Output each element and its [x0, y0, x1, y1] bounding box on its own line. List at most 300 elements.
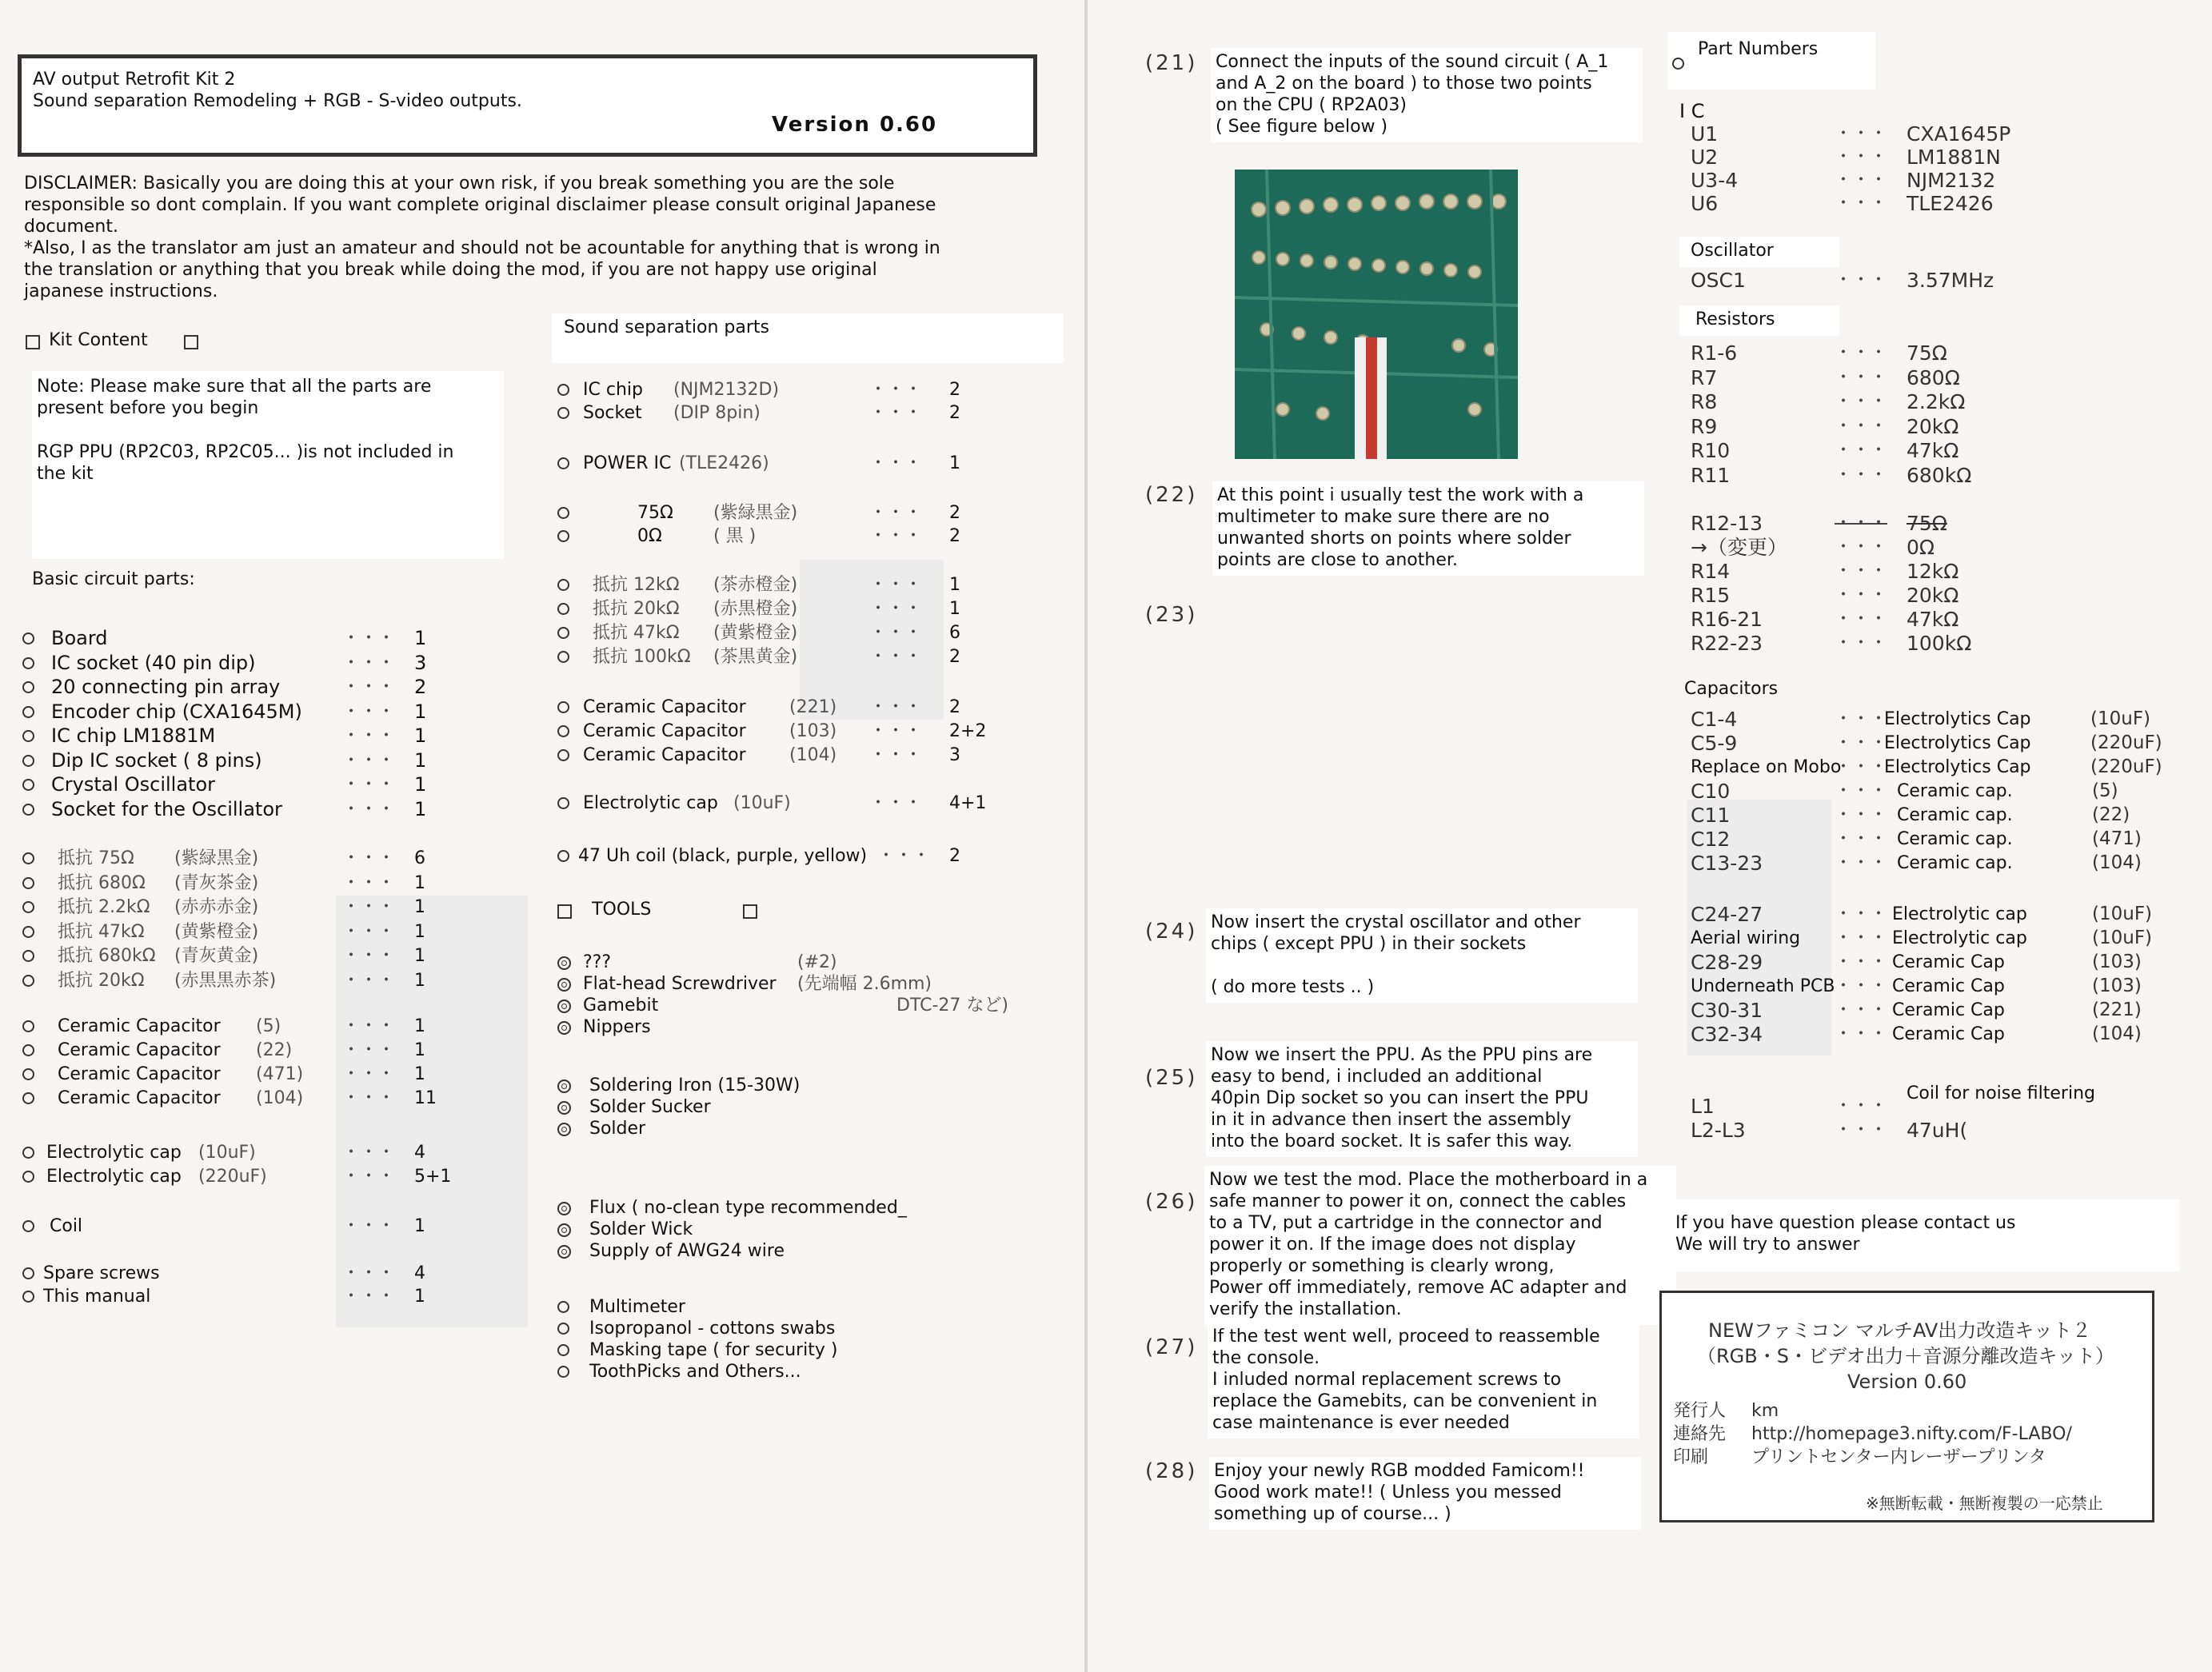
- part-code: (#2): [797, 952, 837, 972]
- part-number-row: [1691, 193, 2090, 216]
- dots-separator: ・・・: [869, 453, 923, 473]
- part-name: This manual: [43, 1287, 151, 1307]
- part-qty: 4: [414, 1143, 425, 1163]
- part-row: [22, 626, 438, 651]
- dots-separator: ・・・: [869, 526, 923, 546]
- dots-separator: ・・・: [1835, 1000, 1888, 1020]
- part-ref: Aerial wiring: [1691, 928, 1801, 948]
- part-value: (5): [2092, 780, 2118, 801]
- part-value: 20kΩ: [1907, 584, 1959, 607]
- part-row: [22, 797, 438, 822]
- disclaimer-line: responsible so dont complain. If you want complete original disclaimer please consult original Japanese: [24, 195, 936, 215]
- info-title-2: （RGB・S・ビデオ出力＋音源分離改造キット）: [1697, 1345, 2115, 1367]
- part-row: [557, 950, 1053, 972]
- part-name: 抵抗 75Ω: [58, 848, 134, 868]
- part-name: POWER IC: [583, 453, 672, 473]
- part-name: Ceramic Capacitor: [583, 721, 746, 741]
- dots-separator: ・・・: [1835, 270, 1888, 290]
- dots-separator: ・・・: [1835, 1120, 1888, 1140]
- step-line: something up of course... ): [1214, 1504, 1451, 1524]
- part-value: 100kΩ: [1907, 632, 1972, 655]
- dots-separator: ・・・: [869, 623, 923, 643]
- part-code: (黄紫橙金): [713, 623, 798, 643]
- info-footer: ※無断転載・無断複製の一応禁止: [1866, 1494, 2103, 1513]
- kit-note: [32, 371, 504, 559]
- part-row: [22, 724, 438, 748]
- bullet-icon: [22, 755, 34, 767]
- part-ref: U6: [1691, 192, 1719, 215]
- dots-separator: ・・・: [1835, 147, 1888, 167]
- part-ref: Underneath PCB: [1691, 976, 1835, 996]
- part-name: Electrolytic cap: [46, 1167, 182, 1187]
- part-row: [557, 695, 1005, 719]
- part-numbers-title-bg: [1667, 32, 1875, 90]
- info-title-1: NEWファミコン マルチAV出力改造キット２: [1708, 1319, 2091, 1342]
- info-key: 連絡先: [1673, 1424, 1727, 1444]
- part-row: [22, 1284, 438, 1307]
- step-line: power it on. If the image does not display: [1209, 1235, 1576, 1255]
- part-qty: 3: [949, 745, 960, 765]
- note-line: Note: Please make sure that all the parts are: [37, 377, 432, 397]
- dots-separator: ・・・: [342, 799, 396, 820]
- bullet-icon: [557, 725, 569, 737]
- checkbox-icon: [26, 335, 40, 349]
- bullet-icon: [557, 1344, 569, 1356]
- dots-separator: ・・・: [342, 775, 396, 795]
- part-qty: 1: [414, 724, 427, 747]
- part-name: Solder: [589, 1119, 646, 1139]
- part-type: Electrolytics Cap: [1884, 757, 2031, 777]
- dots-separator: ・・・: [1835, 537, 1888, 557]
- part-type: Electrolytics Cap: [1884, 709, 2031, 729]
- step-line: the console.: [1212, 1348, 1320, 1368]
- part-name: IC chip LM1881M: [51, 724, 216, 747]
- disclaimer-line: the translation or anything that you break while doing the mod, if you are not happy use original: [24, 260, 877, 280]
- part-name: 20 connecting pin array: [51, 676, 281, 698]
- bullet-icon: [22, 804, 34, 816]
- step-line: to a TV, put a cartridge in the connector and: [1209, 1213, 1603, 1233]
- part-name: Flat-head Screwdriver: [583, 974, 777, 994]
- part-ref: U3-4: [1691, 169, 1739, 192]
- part-number-row: [1691, 976, 2142, 1000]
- disclaimer-line: DISCLAIMER: Basically you are doing this at your own risk, if you break something you are the sole: [24, 174, 895, 194]
- part-ref: Replace on Mobo: [1691, 757, 1842, 777]
- bullet-icon: [557, 1245, 571, 1259]
- dots-separator: ・・・: [877, 846, 931, 866]
- part-qty: 4+1: [949, 793, 987, 813]
- bullet-icon: [557, 701, 569, 713]
- res-title-bg: [1679, 305, 1839, 336]
- part-row: [557, 621, 1005, 644]
- part-ref: C11: [1691, 804, 1731, 827]
- part-name: Board: [51, 627, 108, 649]
- part-row: [557, 844, 1005, 868]
- part-row: [557, 972, 1053, 993]
- part-ref: U2: [1691, 146, 1719, 169]
- bullet-icon: [557, 579, 569, 591]
- step-line: into the board socket. It is safer this way.: [1211, 1131, 1573, 1151]
- pcb-image: [1235, 170, 1518, 459]
- part-value: (220uF): [2090, 732, 2162, 753]
- dots-separator: ・・・: [342, 1040, 396, 1060]
- part-type: Electrolytic cap: [1892, 928, 2027, 948]
- part-ref: C24-27: [1691, 903, 1763, 926]
- bullet-icon: [22, 681, 34, 693]
- part-name: 抵抗 100kΩ: [593, 647, 691, 667]
- part-code: (103): [789, 721, 837, 741]
- part-qty: 1: [414, 700, 427, 723]
- part-type: Ceramic cap.: [1897, 829, 2013, 849]
- dots-separator: ・・・: [1835, 609, 1888, 629]
- part-type: Ceramic Cap: [1892, 976, 2005, 996]
- part-ref: C12: [1691, 828, 1731, 851]
- part-row: [557, 1359, 1053, 1381]
- dots-separator: ・・・: [342, 1263, 396, 1283]
- part-qty: 1: [414, 946, 425, 966]
- step-text: [1206, 1041, 1638, 1157]
- bullet-icon: [22, 877, 34, 889]
- part-number-row: [1691, 367, 2090, 392]
- dots-separator: ・・・: [1835, 1024, 1888, 1044]
- part-qty: 1: [414, 970, 425, 991]
- dots-separator: ・・・: [1835, 781, 1888, 801]
- part-row: [22, 1261, 438, 1284]
- dots-separator: ・・・: [342, 970, 396, 991]
- part-name: Ceramic Capacitor: [58, 1016, 221, 1036]
- part-ref: C32-34: [1691, 1023, 1763, 1046]
- step-number: (21): [1145, 51, 1198, 75]
- bullet-icon: [22, 1147, 34, 1159]
- title-box: [18, 54, 1037, 157]
- part-code: (赤赤赤金): [174, 897, 259, 917]
- part-ref: R9: [1691, 414, 1718, 438]
- basic-parts-title: Basic circuit parts:: [32, 569, 195, 589]
- part-ref: R8: [1691, 390, 1718, 413]
- part-value: CXA1645P: [1907, 122, 2011, 146]
- part-qty: 1: [414, 1016, 425, 1036]
- part-value: TLE2426: [1907, 192, 1994, 215]
- part-row: [22, 944, 438, 968]
- dots-separator: ・・・: [1835, 829, 1888, 849]
- dots-separator: ・・・: [342, 701, 396, 722]
- part-ref: R16-21: [1691, 608, 1763, 631]
- part-ref: C13-23: [1691, 852, 1763, 875]
- part-number-row: [1691, 269, 2090, 293]
- part-code: (5): [256, 1016, 281, 1036]
- part-code: (DIP 8pin): [673, 403, 761, 423]
- step-line: multimeter to make sure there are no: [1217, 507, 1550, 527]
- part-qty: 1: [949, 575, 960, 595]
- note-line: the kit: [37, 464, 94, 484]
- bullet-icon: [557, 1202, 571, 1215]
- dots-separator: ・・・: [1835, 709, 1888, 729]
- part-value: 2.2kΩ: [1907, 390, 1966, 413]
- part-qty: 6: [949, 623, 960, 643]
- part-value: (104): [2092, 852, 2142, 873]
- part-value: NJM2132: [1907, 169, 1996, 192]
- part-qty: 1: [414, 1216, 425, 1236]
- dots-separator: ・・・: [1835, 853, 1888, 873]
- part-type: Ceramic Cap: [1892, 952, 2005, 972]
- dots-separator: ・・・: [1835, 633, 1888, 653]
- bullet-icon: [557, 1101, 571, 1115]
- step-line: verify the installation.: [1209, 1299, 1402, 1319]
- pcb-photo: [1235, 170, 1518, 459]
- ic-title: I C: [1679, 100, 1705, 122]
- step-line: Enjoy your newly RGB modded Famicom!!: [1214, 1461, 1585, 1481]
- part-value: LM1881N: [1907, 146, 2001, 169]
- dots-separator: ・・・: [342, 677, 396, 697]
- part-name: 47 Uh coil (black, purple, yellow): [578, 846, 868, 866]
- part-ref: R1-6: [1691, 341, 1738, 365]
- sound-title: Sound separation parts: [564, 317, 769, 337]
- part-code: (104): [256, 1088, 304, 1108]
- part-value: 20kΩ: [1907, 414, 1959, 438]
- dots-separator: ・・・: [1835, 392, 1888, 412]
- part-row: [557, 1095, 1053, 1116]
- bullet-icon: [22, 1267, 34, 1279]
- tools-title: TOOLS: [592, 900, 652, 920]
- checkbox-icon: [743, 904, 757, 919]
- part-name: ToothPicks and Others...: [589, 1362, 801, 1382]
- step-line: Connect the inputs of the sound circuit ( A_1: [1216, 52, 1609, 72]
- part-row: [22, 968, 438, 993]
- part-number-row: [1691, 465, 2090, 489]
- part-row: [557, 1316, 1053, 1338]
- part-qty: 1: [949, 453, 960, 473]
- bullet-icon: [557, 603, 569, 615]
- part-number-row: [1691, 999, 2142, 1024]
- dots-separator: ・・・: [342, 750, 396, 771]
- part-row: [22, 846, 438, 871]
- step-text: [1204, 1166, 1676, 1325]
- bullet-icon: [557, 850, 569, 862]
- part-name: 抵抗 20kΩ: [58, 970, 145, 991]
- dots-separator: ・・・: [1835, 805, 1888, 825]
- contact-line: We will try to answer: [1675, 1235, 1860, 1255]
- bullet-icon: [1672, 58, 1684, 70]
- part-name: 抵抗 47kΩ: [58, 921, 145, 942]
- part-row: [557, 791, 1005, 816]
- part-number-row: [1691, 852, 2142, 876]
- part-row: [22, 895, 438, 920]
- dots-separator: ・・・: [342, 1088, 396, 1108]
- part-row: [557, 1073, 1053, 1095]
- step-line: unwanted shorts on points where solder: [1217, 529, 1571, 549]
- part-number-row: [1691, 391, 2090, 416]
- part-row: [22, 651, 438, 676]
- part-code: (先端幅 2.6mm): [797, 974, 932, 994]
- part-name: Encoder chip (CXA1645M): [51, 700, 302, 723]
- step-line: easy to bend, i included an additional: [1211, 1067, 1543, 1087]
- dots-separator: ・・・: [869, 745, 923, 765]
- bullet-icon: [557, 956, 571, 970]
- step-line: ( See figure below ): [1216, 117, 1388, 137]
- step-line: Power off immediately, remove AC adapter and: [1209, 1278, 1627, 1298]
- bullet-icon: [22, 852, 34, 864]
- contact-box: [1667, 1199, 2179, 1271]
- dots-separator: ・・・: [342, 1216, 396, 1236]
- part-number-row: [1691, 632, 2090, 656]
- part-number-row: [1691, 1083, 2138, 1119]
- part-name: Ceramic Capacitor: [583, 745, 746, 765]
- part-row: [557, 993, 1053, 1015]
- part-code: (茶赤橙金): [713, 575, 798, 595]
- part-row: [22, 1086, 438, 1110]
- kit-title: Kit Content: [49, 330, 148, 350]
- checkbox-icon: [184, 335, 198, 349]
- part-qty: 11: [414, 1088, 437, 1108]
- part-type: Ceramic Cap: [1892, 1000, 2005, 1020]
- disclaimer: [24, 173, 940, 302]
- bullet-icon: [557, 407, 569, 419]
- part-qty: 4: [414, 1263, 425, 1283]
- page-fold: [1084, 0, 1088, 1672]
- part-code: (10uF): [733, 793, 791, 813]
- bullet-icon: [557, 507, 569, 519]
- part-value: (104): [2092, 1024, 2142, 1044]
- part-name: ???: [583, 952, 612, 972]
- dots-separator: ・・・: [869, 403, 923, 423]
- dots-separator: ・・・: [1835, 465, 1888, 485]
- part-value: 47kΩ: [1907, 439, 1959, 462]
- step-number: (28): [1145, 1459, 1198, 1483]
- part-code: (茶黒黄金): [713, 647, 798, 667]
- bullet-icon: [557, 1000, 571, 1013]
- part-number-row: [1691, 928, 2153, 952]
- part-name: Ceramic Capacitor: [583, 697, 746, 717]
- part-row: [22, 1164, 452, 1188]
- bullet-icon: [557, 749, 569, 761]
- part-ref: U1: [1691, 122, 1719, 146]
- part-code: (221): [789, 697, 837, 717]
- part-row: [557, 597, 1005, 621]
- part-name: IC chip: [583, 380, 643, 400]
- step-line: Now we test the mod. Place the motherboard in a: [1209, 1170, 1648, 1190]
- part-name: Crystal Oscillator: [51, 773, 216, 796]
- bullet-icon: [22, 1291, 34, 1303]
- dots-separator: ・・・: [869, 793, 923, 813]
- part-qty: 2: [949, 697, 960, 717]
- bullet-icon: [557, 530, 569, 542]
- dots-separator: ・・・: [1835, 170, 1888, 190]
- dots-separator: ・・・: [1835, 1096, 1888, 1116]
- dots-separator: ・・・: [342, 897, 396, 917]
- part-qty: 2: [949, 526, 960, 546]
- bullet-icon: [557, 978, 571, 992]
- part-code: (22): [256, 1040, 293, 1060]
- dots-separator: ・・・: [342, 628, 396, 648]
- part-row: [557, 501, 1005, 524]
- part-qty: 2: [949, 503, 960, 523]
- part-number-row: [1691, 537, 2090, 561]
- part-row: [557, 377, 1005, 401]
- dots-separator: ・・・: [342, 1287, 396, 1307]
- part-code: (赤黒黒赤茶): [174, 970, 277, 991]
- dots-separator: ・・・: [869, 380, 923, 400]
- part-name: Coil: [50, 1216, 83, 1236]
- step-line: I inluded normal replacement screws to: [1212, 1370, 1562, 1390]
- dots-separator: ・・・: [869, 721, 923, 741]
- dots-separator: ・・・: [1835, 194, 1888, 213]
- part-value: (103): [2092, 976, 2142, 996]
- part-name: Ceramic Capacitor: [58, 1040, 221, 1060]
- part-row: [557, 1338, 1053, 1359]
- bullet-icon: [22, 730, 34, 742]
- step-text: [1211, 48, 1643, 142]
- step-line: points are close to another.: [1217, 550, 1458, 570]
- part-code: (NJM2132D): [673, 380, 780, 400]
- part-qty: 1: [414, 1064, 425, 1084]
- part-code: (220uF): [198, 1167, 267, 1187]
- step-line: safe manner to power it on, connect the cables: [1209, 1191, 1627, 1211]
- dots-separator: ・・・: [1835, 928, 1888, 948]
- part-ref: C30-31: [1691, 999, 1763, 1022]
- part-type: Electrolytics Cap: [1884, 733, 2031, 753]
- part-ref: R12-13: [1691, 512, 1763, 535]
- step-text: [1208, 1323, 1639, 1439]
- bullet-icon: [557, 627, 569, 639]
- dots-separator: ・・・: [869, 503, 923, 523]
- part-number-row: [1691, 416, 2090, 441]
- step-number: (25): [1145, 1066, 1198, 1090]
- step-line: in it in advance then insert the assembly: [1211, 1110, 1571, 1130]
- part-qty: 1: [414, 773, 427, 796]
- info-box: [1659, 1291, 2154, 1522]
- part-name: Nippers: [583, 1017, 651, 1037]
- part-code: (紫緑黒金): [174, 848, 259, 868]
- part-qty: 2: [949, 403, 960, 423]
- step-line: ( do more tests .. ): [1211, 977, 1375, 997]
- part-name: 抵抗 680kΩ: [58, 946, 156, 966]
- part-row: [557, 573, 1005, 597]
- part-ref: R14: [1691, 560, 1731, 583]
- info-url[interactable]: http://homepage3.nifty.com/F-LABO/: [1751, 1424, 2072, 1444]
- part-name: Multimeter: [589, 1297, 685, 1317]
- info-key: 印刷: [1673, 1447, 1709, 1467]
- dots-separator: ・・・: [1835, 367, 1888, 388]
- disclaimer-line: *Also, I as the translator am just an amateur and should not be acountable for anything that is wrong in: [24, 238, 940, 258]
- bullet-icon: [22, 1068, 34, 1080]
- title-line-1: AV output Retrofit Kit 2: [33, 70, 236, 90]
- step-line: 40pin Dip socket so you can insert the PPU: [1211, 1088, 1589, 1108]
- step-number: (23): [1145, 603, 1198, 627]
- part-code: ( 黒 ): [713, 526, 757, 546]
- part-type: Ceramic cap.: [1897, 853, 2013, 873]
- dots-separator: ・・・: [1835, 441, 1888, 461]
- bullet-icon: [557, 457, 569, 469]
- part-number-row: [1691, 123, 2090, 146]
- tools-heading: [557, 899, 757, 920]
- dots-separator: ・・・: [342, 1064, 396, 1084]
- dots-separator: ・・・: [342, 1016, 396, 1036]
- part-value: 75Ω: [1907, 341, 1947, 365]
- dots-separator: ・・・: [1835, 976, 1888, 996]
- part-number-row: [1691, 342, 2090, 367]
- part-code: (黄紫橙金): [174, 921, 259, 942]
- part-row: [557, 644, 1005, 668]
- bullet-icon: [557, 1366, 569, 1378]
- part-code: DTC-27 など): [896, 996, 1008, 1016]
- part-code: (青灰茶金): [174, 872, 259, 893]
- cap-title: Capacitors: [1684, 679, 1779, 699]
- dots-separator: ・・・: [342, 1143, 396, 1163]
- part-row: [557, 401, 1005, 424]
- part-number-row: [1691, 170, 2090, 193]
- contact-line: If you have question please contact us: [1675, 1213, 2016, 1233]
- part-row: [557, 1195, 1053, 1217]
- part-name: Spare screws: [43, 1263, 160, 1283]
